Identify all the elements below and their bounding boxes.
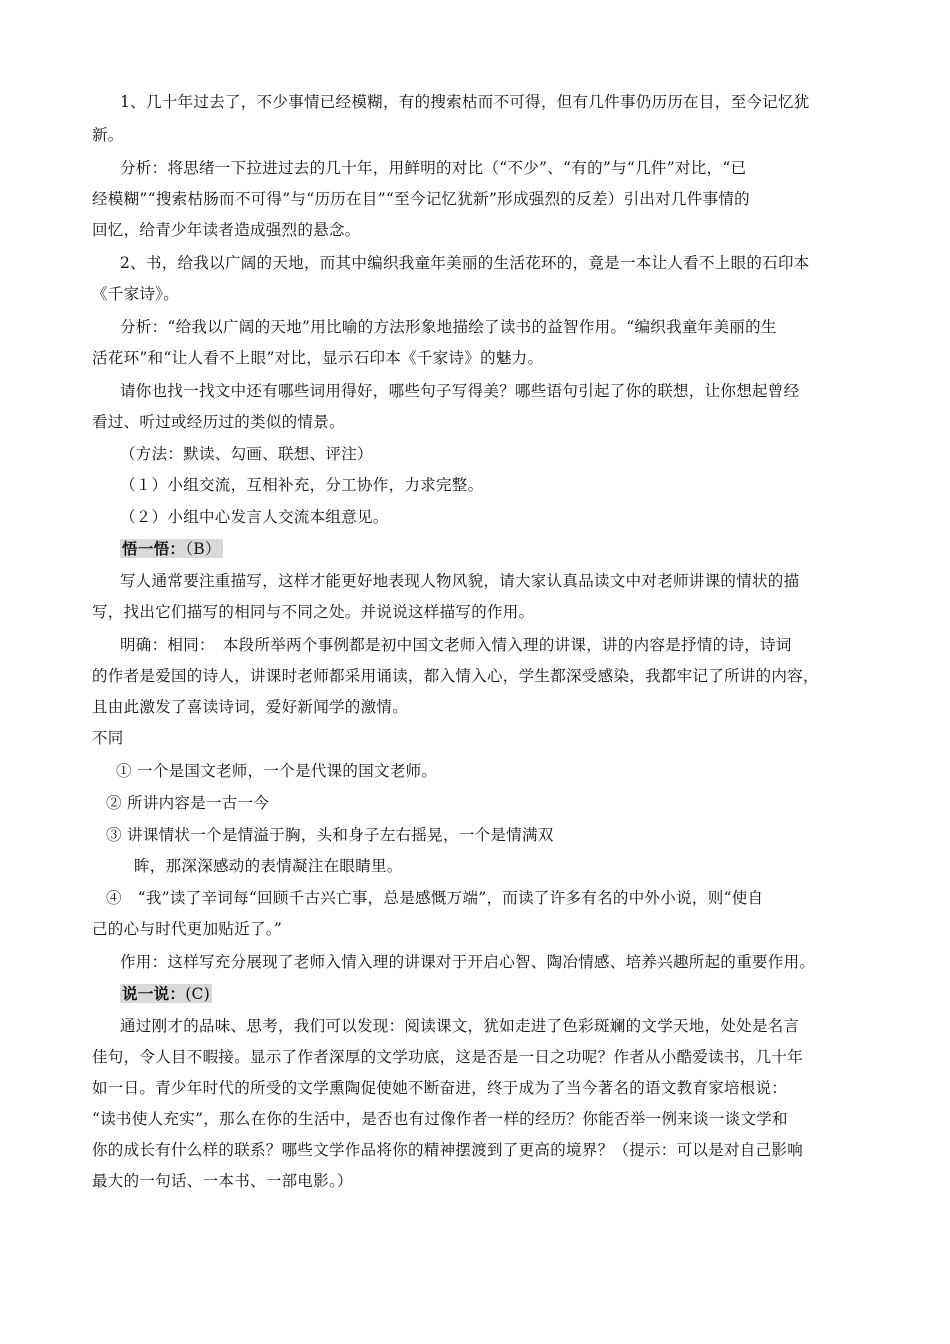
analysis-1-line-3: 回忆，给青少年读者造成强烈的悬念。 — [92, 221, 361, 239]
discussion-line-1: 通过刚才的品味、思考，我们可以发现：阅读课文，犹如走进了色彩斑斓的文学天地，处处是名言 — [120, 1017, 800, 1035]
discussion-line-4: “读书使人充实”，那么在你的生活中，是否也有过像作者一样的经历？你能否举一例来谈一谈文学和 — [92, 1110, 788, 1128]
analysis-2-line-1: 分析：“给我以广阔的天地”用比喻的方法形象地描绘了读书的益智作用。“编织我童年美丽的生 — [120, 318, 777, 336]
heading-label: 悟一悟： — [122, 539, 186, 558]
difference-4-line-2: 己的心与时代更加贴近了。” — [92, 920, 283, 938]
section-heading-shuoyishuo — [120, 984, 212, 1004]
method-note: （方法：默读、勾画、联想、评注） — [120, 445, 373, 463]
analysis-1-line-1: 分析：将思绪一下拉进过去的几十年，用鲜明的对比（“不少”、“有的”与“几件”对比，“已 — [120, 159, 747, 177]
step-2: （２）小组中心发言人交流本组意见。 — [120, 508, 389, 526]
paragraph-2-line-2: 《千家诗》。 — [92, 285, 180, 303]
difference-label: 不同 — [92, 729, 124, 747]
discussion-line-3: 如一日。青少年时代的所受的文学熏陶促使她不断奋进，终于成为了当今著名的语文教育家培根说： — [92, 1079, 788, 1097]
clarify-line-3: 且由此激发了喜读诗词，爱好新闻学的激情。 — [92, 698, 409, 716]
task-line-1: 请你也找一找文中还有哪些词用得好，哪些句子写得美？哪些语句引起了你的联想，让你想起曾经 — [120, 382, 800, 400]
clarify-line-2: 的作者是爱国的诗人，讲课时老师都采用诵读，都入情入心，学生都深受感染，我都牢记了所讲的内容， — [92, 667, 819, 685]
difference-3-line-2: 眸，那深深感动的表情凝注在眼睛里。 — [134, 857, 403, 875]
heading-tag: （B） — [185, 540, 221, 558]
difference-3-line-1: ③ 讲课情状一个是情溢于胸，头和身子左右摇晃，一个是情满双 — [106, 826, 554, 844]
heading-highlight — [120, 984, 212, 1003]
heading-label: 说一说： — [122, 984, 186, 1003]
task-line-2: 看过、听过或经历过的类似的情景。 — [92, 413, 345, 431]
discussion-line-5: 你的成长有什么样的联系？哪些文学作品将你的精神摆渡到了更高的境界？（提示：可以是对自己影响 — [92, 1141, 804, 1159]
heading-tag: (C) — [185, 985, 211, 1003]
difference-2: ② 所讲内容是一古一今 — [106, 794, 270, 812]
effect-line: 作用：这样写充分展现了老师入情入理的讲课对于开启心智、陶冶情感、培养兴趣所起的重要作用。 — [120, 953, 816, 971]
discussion-line-6: 最大的一句话、一本书、一部电影。） — [92, 1172, 353, 1190]
analysis-1-line-2: 经模糊”“搜索枯肠而不可得”与“历历在目”“至今记忆犹新”形成强烈的反差）引出对几件事情的 — [92, 190, 750, 208]
difference-4-line-1: ④ “我”读了辛词每“回顾千古兴亡事，总是感慨万端”，而读了许多有名的中外小说，则“使自 — [106, 889, 764, 907]
step-1: （１）小组交流，互相补充，分工协作，力求完整。 — [120, 476, 484, 494]
paragraph-2-line-1: 2、书，给我以广阔的天地，而其中编织我童年美丽的生活花环的，竟是一本让人看不上眼的石印本 — [120, 254, 810, 272]
difference-1: ① 一个是国文老师，一个是代课的国文老师。 — [116, 762, 438, 780]
discussion-line-2: 佳句，令人目不暇接。显示了作者深厚的文学功底，这是否是一日之功呢？作者从小酷爱读书，几十年 — [92, 1048, 804, 1066]
paragraph-1-line-2: 新。 — [92, 126, 124, 144]
heading-highlight — [120, 539, 223, 558]
describe-line-1: 写人通常要注重描写，这样才能更好地表现人物风貌，请大家认真品读文中对老师讲课的情状的描 — [120, 572, 800, 590]
describe-line-2: 写，找出它们描写的相同与不同之处。并说说这样描写的作用。 — [92, 603, 535, 621]
clarify-line-1: 明确：相同： 本段所举两个事例都是初中国文老师入情入理的讲课，讲的内容是抒情的诗，诗词 — [120, 636, 792, 654]
section-heading-wuyiwu — [120, 539, 223, 559]
analysis-2-line-2: 活花环”和“让人看不上眼”对比，显示石印本《千家诗》的魅力。 — [92, 349, 544, 367]
paragraph-1-line-1: 1、几十年过去了，不少事情已经模糊，有的搜索枯而不可得，但有几件事仍历历在目，至今记忆犹 — [120, 93, 810, 111]
